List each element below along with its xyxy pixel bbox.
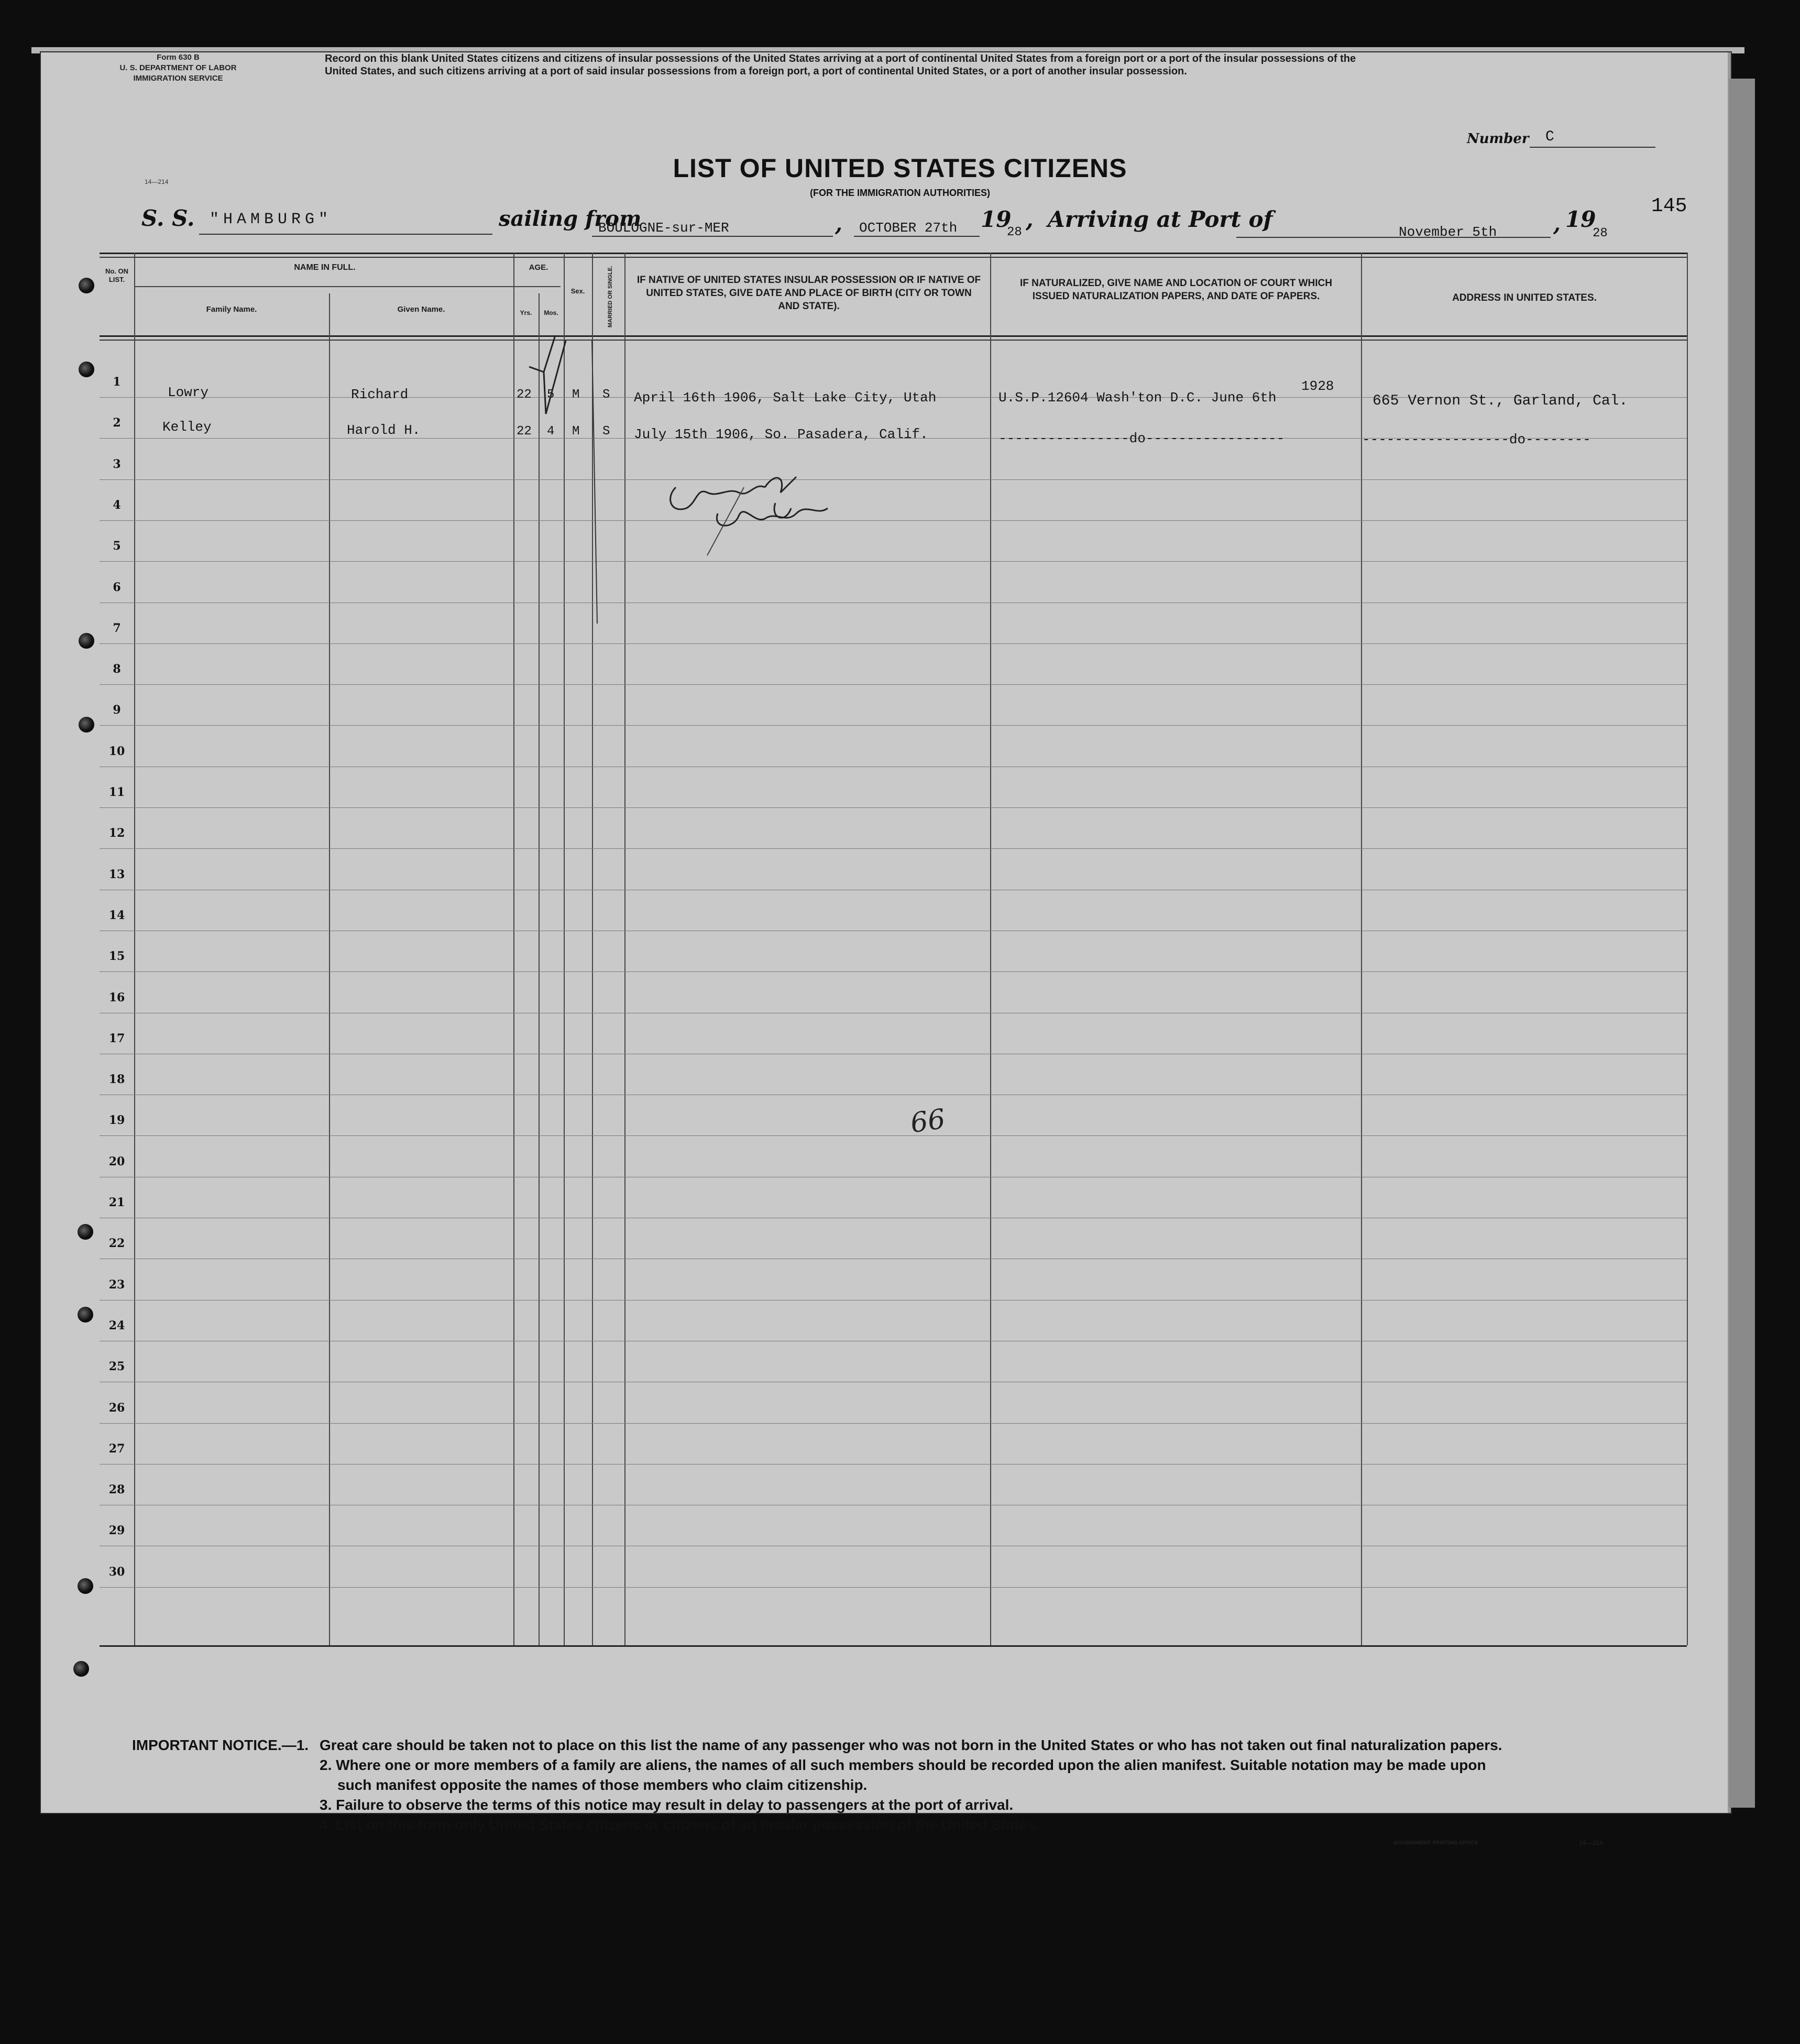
- footer-code: 14—214: [1579, 1839, 1603, 1846]
- address-2: ------------------do--------: [1362, 432, 1591, 447]
- table-top-border: [100, 253, 1687, 254]
- birth-1: April 16th 1906, Salt Lake City, Utah: [634, 390, 937, 406]
- number-fill-line: [1530, 147, 1655, 148]
- naturalized-1: U.S.P.12604 Wash'ton D.C. June 6th: [998, 390, 1277, 406]
- number-label: Number: [1467, 131, 1529, 147]
- sailing-date: OCTOBER 27th: [859, 220, 958, 236]
- ship-prefix: S. S.: [141, 205, 195, 231]
- col-married-or-single: MARRIED OR SINGLE.: [607, 266, 613, 327]
- address-1: 665 Vernon St., Garland, Cal.: [1373, 393, 1628, 409]
- col-address: ADDRESS IN UNITED STATES.: [1452, 292, 1597, 303]
- row-number: 19: [108, 1113, 125, 1128]
- status-2: S: [602, 424, 610, 439]
- row-number: 30: [108, 1565, 125, 1579]
- row-line: [100, 561, 1687, 562]
- sex-2: M: [572, 424, 580, 439]
- row-line: [100, 1423, 1687, 1424]
- form-block: [84, 52, 272, 84]
- arriving-label: Arriving at Port of: [1048, 206, 1273, 232]
- row-number: 10: [108, 744, 125, 758]
- handwritten-scribble: [665, 466, 843, 566]
- row-number: 11: [108, 785, 125, 799]
- ship-fill-line: [199, 234, 492, 235]
- number-value: C: [1545, 129, 1554, 145]
- family-name-1: Lowry: [168, 385, 209, 400]
- row-line: [100, 684, 1687, 685]
- col-no-on-list: No. ON LIST.: [105, 267, 129, 283]
- service-name: IMMIGRATION SERVICE: [133, 74, 223, 83]
- naturalized-year-1: 1928: [1301, 378, 1334, 394]
- table-bottom-border: [100, 1645, 1687, 1647]
- form-number: Form 630 B: [157, 53, 200, 62]
- row-number: 9: [113, 703, 121, 717]
- arrival-year-prefix: 19: [1565, 206, 1596, 232]
- row-number: 29: [108, 1524, 125, 1538]
- notice-item-1: Great care should be taken not to place on this list the name of any passenger who was not born in the United States or who has not taken out final naturalization papers.: [320, 1737, 1502, 1753]
- form-code: 14—214: [145, 178, 169, 185]
- age-yrs-2: 22: [517, 424, 532, 439]
- punch-hole: [79, 717, 94, 733]
- row-line: [100, 848, 1687, 849]
- header-bottom-border: [100, 335, 1687, 337]
- row-number: 27: [108, 1441, 125, 1456]
- col-given-name: Given Name.: [397, 305, 445, 314]
- sailing-label: sailing from: [499, 206, 642, 231]
- underlying-page-edge: [1729, 79, 1755, 1808]
- row-line: [100, 725, 1687, 726]
- punch-hole: [78, 1578, 93, 1594]
- manifest-page: [41, 52, 1731, 1813]
- row-number: 3: [113, 457, 121, 471]
- col-yrs: Yrs.: [520, 309, 532, 316]
- row-number: 5: [113, 539, 121, 553]
- row-number: 2: [113, 416, 121, 430]
- page-number: 145: [1651, 195, 1687, 217]
- notice-item-2b: such manifest opposite the names of those members who claim citizenship.: [337, 1777, 868, 1793]
- row-number: 14: [108, 908, 125, 922]
- family-name-2: Kelley: [162, 419, 212, 435]
- row-number: 25: [108, 1360, 125, 1374]
- row-number: 12: [108, 826, 125, 840]
- date-fill-line: [854, 236, 980, 237]
- printer-imprint: GOVERNMENT PRINTING OFFICE: [1393, 1840, 1478, 1846]
- birth-2: July 15th 1906, So. Pasadera, Calif.: [634, 427, 928, 442]
- notice-item-2a: 2. Where one or more members of a family are aliens, the names of all such members should be recorded upon the alien manifest. Suitable notation may be made upon: [320, 1757, 1486, 1773]
- record-instructions: Record on this blank United States citizens and citizens of insular possessions of the United States arriving at a port of continental United States from a foreign port or a port of the insular possessions of the United States, and such citizens arriving at a port of said insular possessions from a foreign port, a port of continental United States, or a port of another insular possession.: [325, 53, 1356, 77]
- row-number: 6: [113, 580, 121, 594]
- row-line: [100, 1135, 1687, 1136]
- row-number: 26: [108, 1401, 125, 1415]
- punch-hole: [73, 1661, 89, 1677]
- naturalized-2: ----------------do-----------------: [998, 431, 1285, 446]
- col-sex: Sex.: [570, 287, 585, 295]
- punch-hole: [78, 1224, 93, 1240]
- row-line: [100, 643, 1687, 644]
- port-fill-line: [592, 236, 833, 237]
- row-number: 22: [108, 1237, 125, 1251]
- check-marks: [519, 330, 602, 624]
- col-family-name: Family Name.: [206, 305, 257, 314]
- row-number: 15: [108, 949, 125, 964]
- notice-item-3: 3. Failure to observe the terms of this notice may result in delay to passengers at the port of arrival.: [320, 1797, 1014, 1813]
- row-line: [100, 807, 1687, 808]
- col-age: AGE.: [529, 263, 548, 272]
- row-number: 28: [108, 1483, 125, 1497]
- col-name-in-full: NAME IN FULL.: [294, 263, 356, 272]
- row-number: 23: [108, 1277, 125, 1292]
- given-name-1: Richard: [351, 387, 409, 402]
- age-yrs-1: 22: [517, 388, 532, 402]
- arrival-port-fill-line: [1236, 237, 1551, 238]
- row-number: 16: [108, 990, 125, 1004]
- row-number: 17: [108, 1031, 125, 1045]
- status-1: S: [602, 388, 610, 402]
- age-mos-1: 5: [547, 388, 555, 402]
- punch-hole: [79, 633, 94, 649]
- important-notice: [132, 1735, 1651, 1835]
- row-number: 24: [108, 1318, 125, 1332]
- notice-lead: IMPORTANT NOTICE.—1.: [132, 1737, 309, 1753]
- given-name-2: Harold H.: [347, 422, 421, 438]
- col-mos: Mos.: [544, 309, 558, 316]
- notice-item-4: 4. List on this form only United States citizens or citizens of an insular possession of the United States.: [320, 1817, 1039, 1833]
- row-number: 1: [113, 375, 121, 389]
- row-line: [100, 971, 1687, 972]
- department-name: U. S. DEPARTMENT OF LABOR: [119, 63, 237, 72]
- page-subtitle: (FOR THE IMMIGRATION AUTHORITIES): [810, 188, 990, 198]
- row-number: 18: [108, 1073, 125, 1087]
- sailing-year: 28: [1007, 225, 1022, 239]
- col-birth: IF NATIVE OF UNITED STATES INSULAR POSSESSION OR IF NATIVE OF UNITED STATES, GIVE DATE AND PLACE OF BIRTH (CITY OR TOWN AND STATE).: [636, 275, 981, 312]
- row-number: 21: [108, 1196, 125, 1209]
- sailing-from: BOULOGNE-sur-MER: [598, 220, 729, 236]
- punch-hole: [78, 1307, 93, 1322]
- year-prefix: 19: [981, 206, 1012, 232]
- stamp-number: 66: [908, 1103, 948, 1140]
- row-number: 7: [113, 621, 121, 635]
- arrival-date: November 5th: [1399, 224, 1497, 240]
- row-line: [100, 1587, 1687, 1588]
- row-number: 8: [113, 662, 121, 676]
- row-line: [100, 479, 1687, 480]
- row-line: [100, 520, 1687, 521]
- age-mos-2: 4: [547, 424, 555, 439]
- arrival-year: 28: [1593, 226, 1608, 241]
- punch-hole: [79, 278, 94, 293]
- sex-1: M: [572, 388, 580, 402]
- row-number: 20: [108, 1154, 125, 1168]
- punch-hole: [79, 362, 94, 377]
- col-naturalized: IF NATURALIZED, GIVE NAME AND LOCATION OF COURT WHICH ISSUED NATURALIZATION PAPERS, AND DATE OF PAPERS.: [1020, 278, 1332, 302]
- page-title: LIST OF UNITED STATES CITIZENS: [673, 154, 1127, 183]
- row-number: 4: [113, 498, 121, 512]
- row-number: 13: [108, 867, 125, 881]
- ship-name: "HAMBURG": [210, 211, 333, 228]
